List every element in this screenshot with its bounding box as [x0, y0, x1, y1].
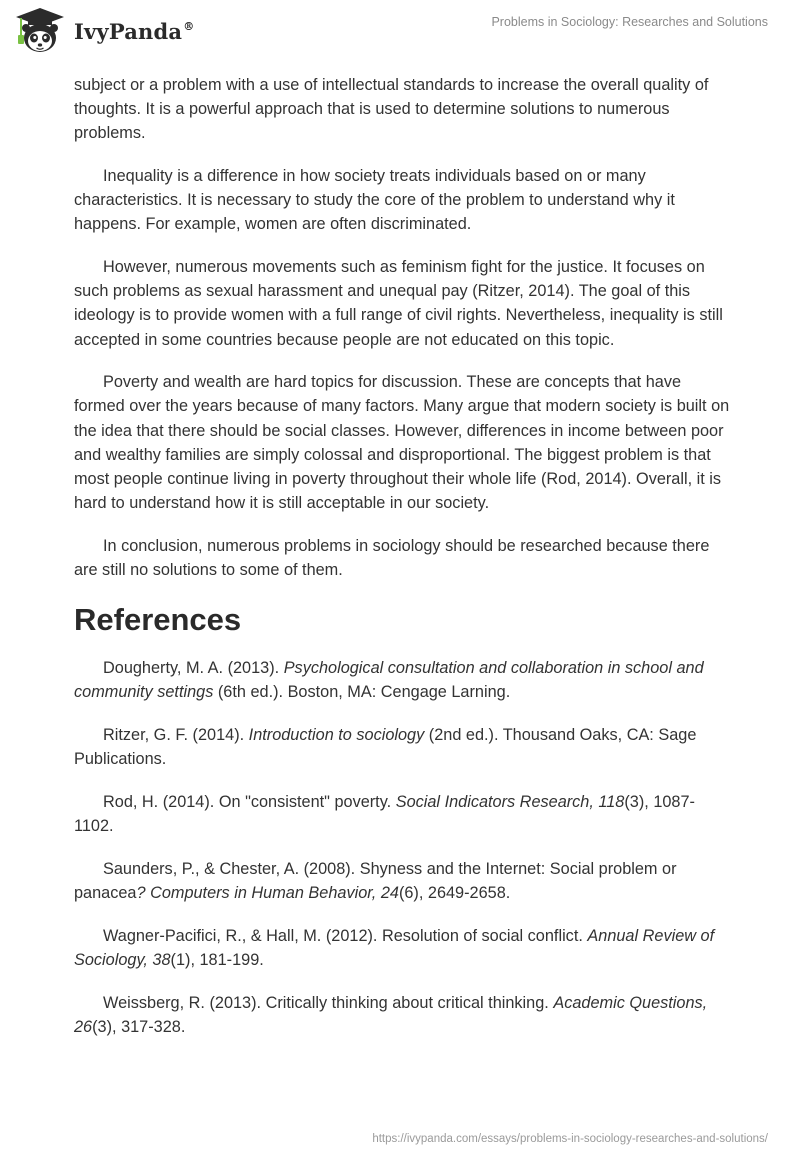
paragraph: Poverty and wealth are hard topics for discussion. These are concepts that have formed over the years because of many factors. Many argue that modern society is built on the idea that there should be social classes. However, differences in income between poor and wealthy families are simply colossal and disproportional. The biggest problem is that most people continue living in poverty throughout their whole life (Rod, 2014). Overall, it is hard to understand how it is still acceptable in our society.	[74, 373, 730, 513]
reference-item: Rod, H. (2014). On "consistent" poverty. Social Indicators Research, 118(3), 1087-1102.	[74, 793, 695, 836]
paragraph: However, numerous movements such as feminism fight for the justice. It focuses on such problems as sexual harassment and unequal pay (Ritzer, 2014). The goal of this ideology is to provide women with a full range of civil rights. Nevertheless, inequality is still accepted in some countries because people are not educated on this topic.	[74, 258, 723, 349]
paragraph: Inequality is a difference in how society treats individuals based on or many characteristics. It is necessary to study the core of the problem to understand why it happens. For example, women are often discriminated.	[74, 167, 675, 234]
reference-item: Dougherty, M. A. (2013). Psychological consultation and collaboration in school and community settings (6th ed.). Boston, MA: Cengage Larning.	[74, 659, 704, 702]
document-title: Problems in Sociology: Researches and Solutions	[491, 15, 768, 29]
reference-item: Ritzer, G. F. (2014). Introduction to sociology (2nd ed.). Thousand Oaks, CA: Sage Publications.	[74, 726, 697, 769]
panda-graduate-icon	[12, 6, 68, 56]
essay-content	[74, 73, 734, 1058]
brand-name: IvyPanda®	[74, 18, 195, 44]
reference-item: Saunders, P., & Chester, A. (2008). Shyness and the Internet: Social problem or panacea? Computers in Human Behavior, 24(6), 2649-2658.	[74, 860, 677, 903]
paragraph: In conclusion, numerous problems in sociology should be researched because there are still no solutions to some of them.	[74, 536, 710, 580]
page-header	[0, 0, 800, 60]
paragraph: subject or a problem with a use of intellectual standards to increase the overall quality of thoughts. It is a powerful approach that is used to determine solutions to numerous problems.	[74, 76, 709, 143]
references-heading: References	[74, 602, 242, 638]
source-url-link[interactable]: https://ivypanda.com/essays/problems-in-sociology-researches-and-solutions/	[372, 1133, 768, 1145]
ivypanda-logo[interactable]	[12, 6, 194, 56]
reference-item: Weissberg, R. (2013). Critically thinking about critical thinking. Academic Questions, 26(3), 317-328.	[74, 994, 708, 1037]
reference-item: Wagner-Pacifici, R., & Hall, M. (2012). Resolution of social conflict. Annual Review of Sociology, 38(1), 181-199.	[74, 927, 715, 970]
